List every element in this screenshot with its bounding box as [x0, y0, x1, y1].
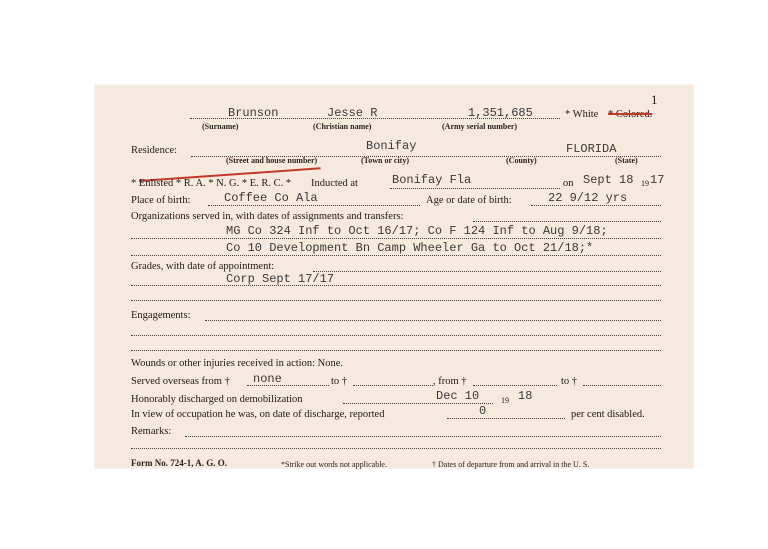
state-caption: (State) [615, 156, 638, 165]
remarks-label: Remarks: [131, 426, 172, 437]
overseas-to-line [353, 385, 433, 386]
overseas-from-label-2: , from † [433, 376, 467, 387]
grades-label: Grades, with date of appointment: [131, 261, 275, 272]
white-label: * White [565, 109, 599, 120]
town-value: Bonifay [366, 139, 417, 153]
surname-caption: (Surname) [202, 122, 239, 131]
year-prefix: 19 [641, 179, 649, 188]
christian-name-value: Jesse R [327, 106, 378, 120]
service-record-card [95, 85, 693, 468]
inducted-label: Inducted at [311, 178, 358, 189]
discharge-line [343, 403, 493, 404]
serial-number-value: 1,351,685 [468, 106, 533, 120]
overseas-from-line-2 [473, 385, 557, 386]
birthplace-label: Place of birth: [131, 195, 191, 206]
inducted-year-value: 17 [650, 173, 665, 187]
organizations-line-2: Co 10 Development Bn Camp Wheeler Ga to Oct 21/18;* [226, 241, 594, 255]
organizations-rule-1 [131, 238, 661, 239]
occupation-label: In view of occupation he was, on date of discharge, reported [131, 409, 385, 420]
overseas-to-label-2: to † [561, 376, 578, 387]
organizations-label: Organizations served in, with dates of assignments and transfers: [131, 211, 404, 222]
colored-label: * Colored. [608, 109, 653, 120]
grades-rule-1 [131, 285, 661, 286]
remarks-rule-1 [131, 448, 661, 449]
engagements-label: Engagements: [131, 310, 191, 321]
discharge-date-value: Dec 10 [436, 389, 480, 403]
footnote-strike: *Strike out words not applicable. [281, 460, 387, 469]
enlistment-options: * Enlisted * R. A. * N. G. * E. R. C. * [131, 178, 292, 189]
birthplace-value: Coffee Co Ala [224, 191, 318, 205]
overseas-from-line [247, 385, 329, 386]
card-number: 1 [651, 92, 658, 107]
form-number: Form No. 724-1, A. G. O. [131, 458, 227, 468]
street-caption: (Street and house number) [226, 156, 318, 165]
name-line [190, 118, 560, 119]
overseas-to-line-2 [583, 385, 661, 386]
percent-label: per cent disabled. [571, 409, 645, 420]
disabled-value: 0 [479, 404, 487, 418]
age-line [531, 205, 661, 206]
organizations-line-1: MG Co 324 Inf to Oct 16/17; Co F 124 Inf to Aug 9/18; [226, 224, 608, 238]
county-caption: (County) [506, 156, 537, 165]
christian-name-caption: (Christian name) [313, 122, 372, 131]
town-caption: (Town or city) [361, 156, 409, 165]
disabled-line [447, 418, 565, 419]
age-value: 22 9/12 yrs [548, 191, 628, 205]
grades-rule-2 [131, 300, 661, 301]
grades-line-0 [313, 271, 661, 272]
inducted-at-value: Bonifay Fla [392, 173, 472, 187]
age-label: Age or date of birth: [426, 195, 512, 206]
inducted-date-value: Sept 18 [583, 173, 634, 187]
serial-caption: (Army serial number) [442, 122, 518, 131]
footnote-dates: † Dates of departure from and arrival in the U. S. [432, 460, 590, 469]
inducted-line [390, 188, 560, 189]
state-value: FLORIDA [566, 142, 617, 156]
wounds-label: Wounds or other injuries received in action: None. [131, 358, 344, 369]
on-label: on [563, 178, 574, 189]
grade-value: Corp Sept 17/17 [226, 272, 335, 286]
overseas-to-label: to † [331, 376, 348, 387]
residence-label: Residence: [131, 145, 178, 156]
overseas-value: none [253, 372, 282, 386]
birthplace-line [208, 205, 420, 206]
engagements-rule-1 [131, 335, 661, 336]
organizations-rule-2 [131, 255, 661, 256]
organizations-line-0 [473, 221, 661, 222]
remarks-line-0 [185, 436, 661, 437]
engagements-rule-2 [131, 350, 661, 351]
surname-value: Brunson [228, 106, 279, 120]
overseas-label: Served overseas from † [131, 376, 230, 387]
discharge-year-prefix: 19 [501, 396, 509, 405]
discharge-year-value: 18 [518, 389, 533, 403]
engagements-line-0 [205, 320, 661, 321]
discharge-label: Honorably discharged on demobilization [131, 394, 303, 405]
